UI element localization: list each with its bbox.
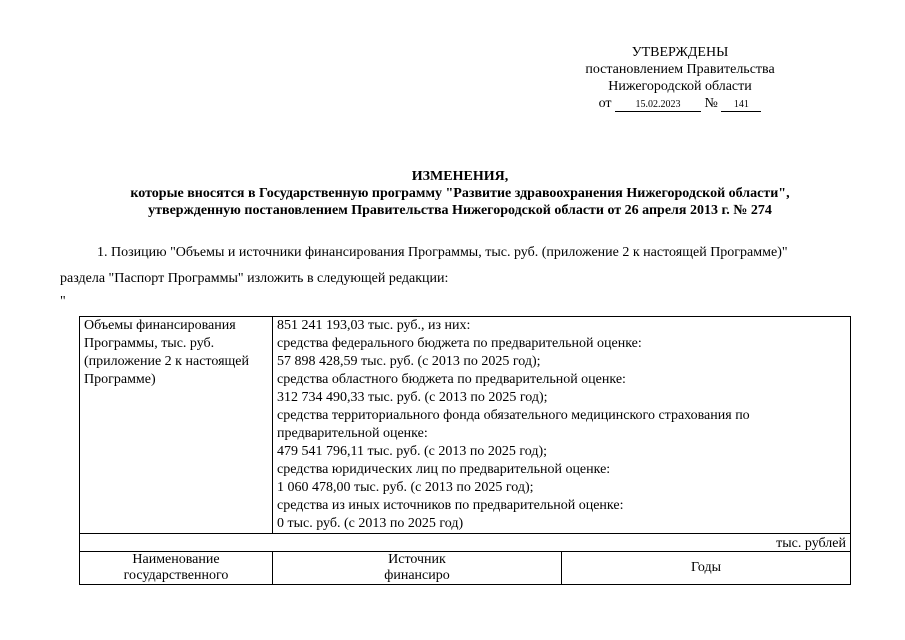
approval-date: 15.02.2023 xyxy=(615,99,701,112)
approval-line-2: Нижегородской области xyxy=(608,79,752,94)
funding-value-line: 57 898 428,59 тыс. руб. (с 2013 по 2025 год); xyxy=(277,354,541,369)
funding-value-line: средства федерального бюджета по предварительной оценке: xyxy=(277,336,642,351)
funding-label-line: Объемы финансирования xyxy=(84,318,236,333)
header-years-cell: Годы xyxy=(562,552,851,585)
heading-line-1: которые вносятся в Государственную программу "Развитие здравоохранения Нижегородской области", xyxy=(130,186,790,201)
document-heading xyxy=(60,168,860,219)
funding-value-line: предварительной оценке: xyxy=(277,426,428,441)
funding-label-cell xyxy=(80,317,273,534)
header-source-line: Источник xyxy=(388,552,446,567)
heading-line-2: утвержденную постановлением Правительства Нижегородской области от 26 апреля 2013 г. № 274 xyxy=(148,203,772,218)
funding-label-line: Программы, тыс. руб. xyxy=(84,336,215,351)
approval-number-label: № xyxy=(704,96,718,111)
funding-value-cell xyxy=(273,317,851,534)
funding-value-line: 0 тыс. руб. (с 2013 по 2025 год) xyxy=(277,516,464,531)
funding-value-line: средства территориального фонда обязательного медицинского страхования по xyxy=(277,408,750,423)
opening-quote: " xyxy=(60,294,66,309)
funding-value-line: 312 734 490,33 тыс. руб. (с 2013 по 2025 год); xyxy=(277,390,548,405)
approval-number: 141 xyxy=(721,99,761,112)
funding-value-line: 851 241 193,03 тыс. руб., из них: xyxy=(277,318,471,333)
header-source-cell xyxy=(273,552,562,585)
approval-line-1: постановлением Правительства xyxy=(585,62,775,77)
funding-table xyxy=(79,316,851,585)
unit-row xyxy=(80,534,851,552)
header-name-line: Наименование xyxy=(132,552,220,567)
approval-from-label: от xyxy=(598,96,612,111)
funding-label-line: Программе) xyxy=(84,372,156,387)
funding-value-line: средства из иных источников по предварительной оценке: xyxy=(277,498,624,513)
header-name-cell xyxy=(80,552,273,585)
unit-cell: тыс. рублей xyxy=(80,534,851,552)
funding-value-line: 1 060 478,00 тыс. руб. (с 2013 по 2025 год); xyxy=(277,480,534,495)
table-header-row xyxy=(80,552,851,585)
funding-value-line: средства юридических лиц по предварительной оценке: xyxy=(277,462,611,477)
approval-stamp xyxy=(560,44,800,112)
approval-date-line xyxy=(560,95,800,112)
heading-title: ИЗМЕНЕНИЯ, xyxy=(411,169,509,184)
funding-value-line: 479 541 796,11 тыс. руб. (с 2013 по 2025 год); xyxy=(277,444,548,459)
funding-value-line: средства областного бюджета по предварительной оценке: xyxy=(277,372,626,387)
header-source-line: финансиро xyxy=(384,568,450,583)
funding-label-line: (приложение 2 к настоящей xyxy=(84,354,249,369)
approval-title: УТВЕРЖДЕНЫ xyxy=(631,45,729,60)
paragraph-1-line-2: раздела "Паспорт Программы" изложить в следующей редакции: xyxy=(60,271,449,286)
paragraph-1-line-1: 1. Позицию "Объемы и источники финансирования Программы, тыс. руб. (приложение 2 к настоящей Программе)" xyxy=(97,245,788,260)
header-name-line: государственного xyxy=(123,568,229,583)
funding-row xyxy=(80,317,851,534)
